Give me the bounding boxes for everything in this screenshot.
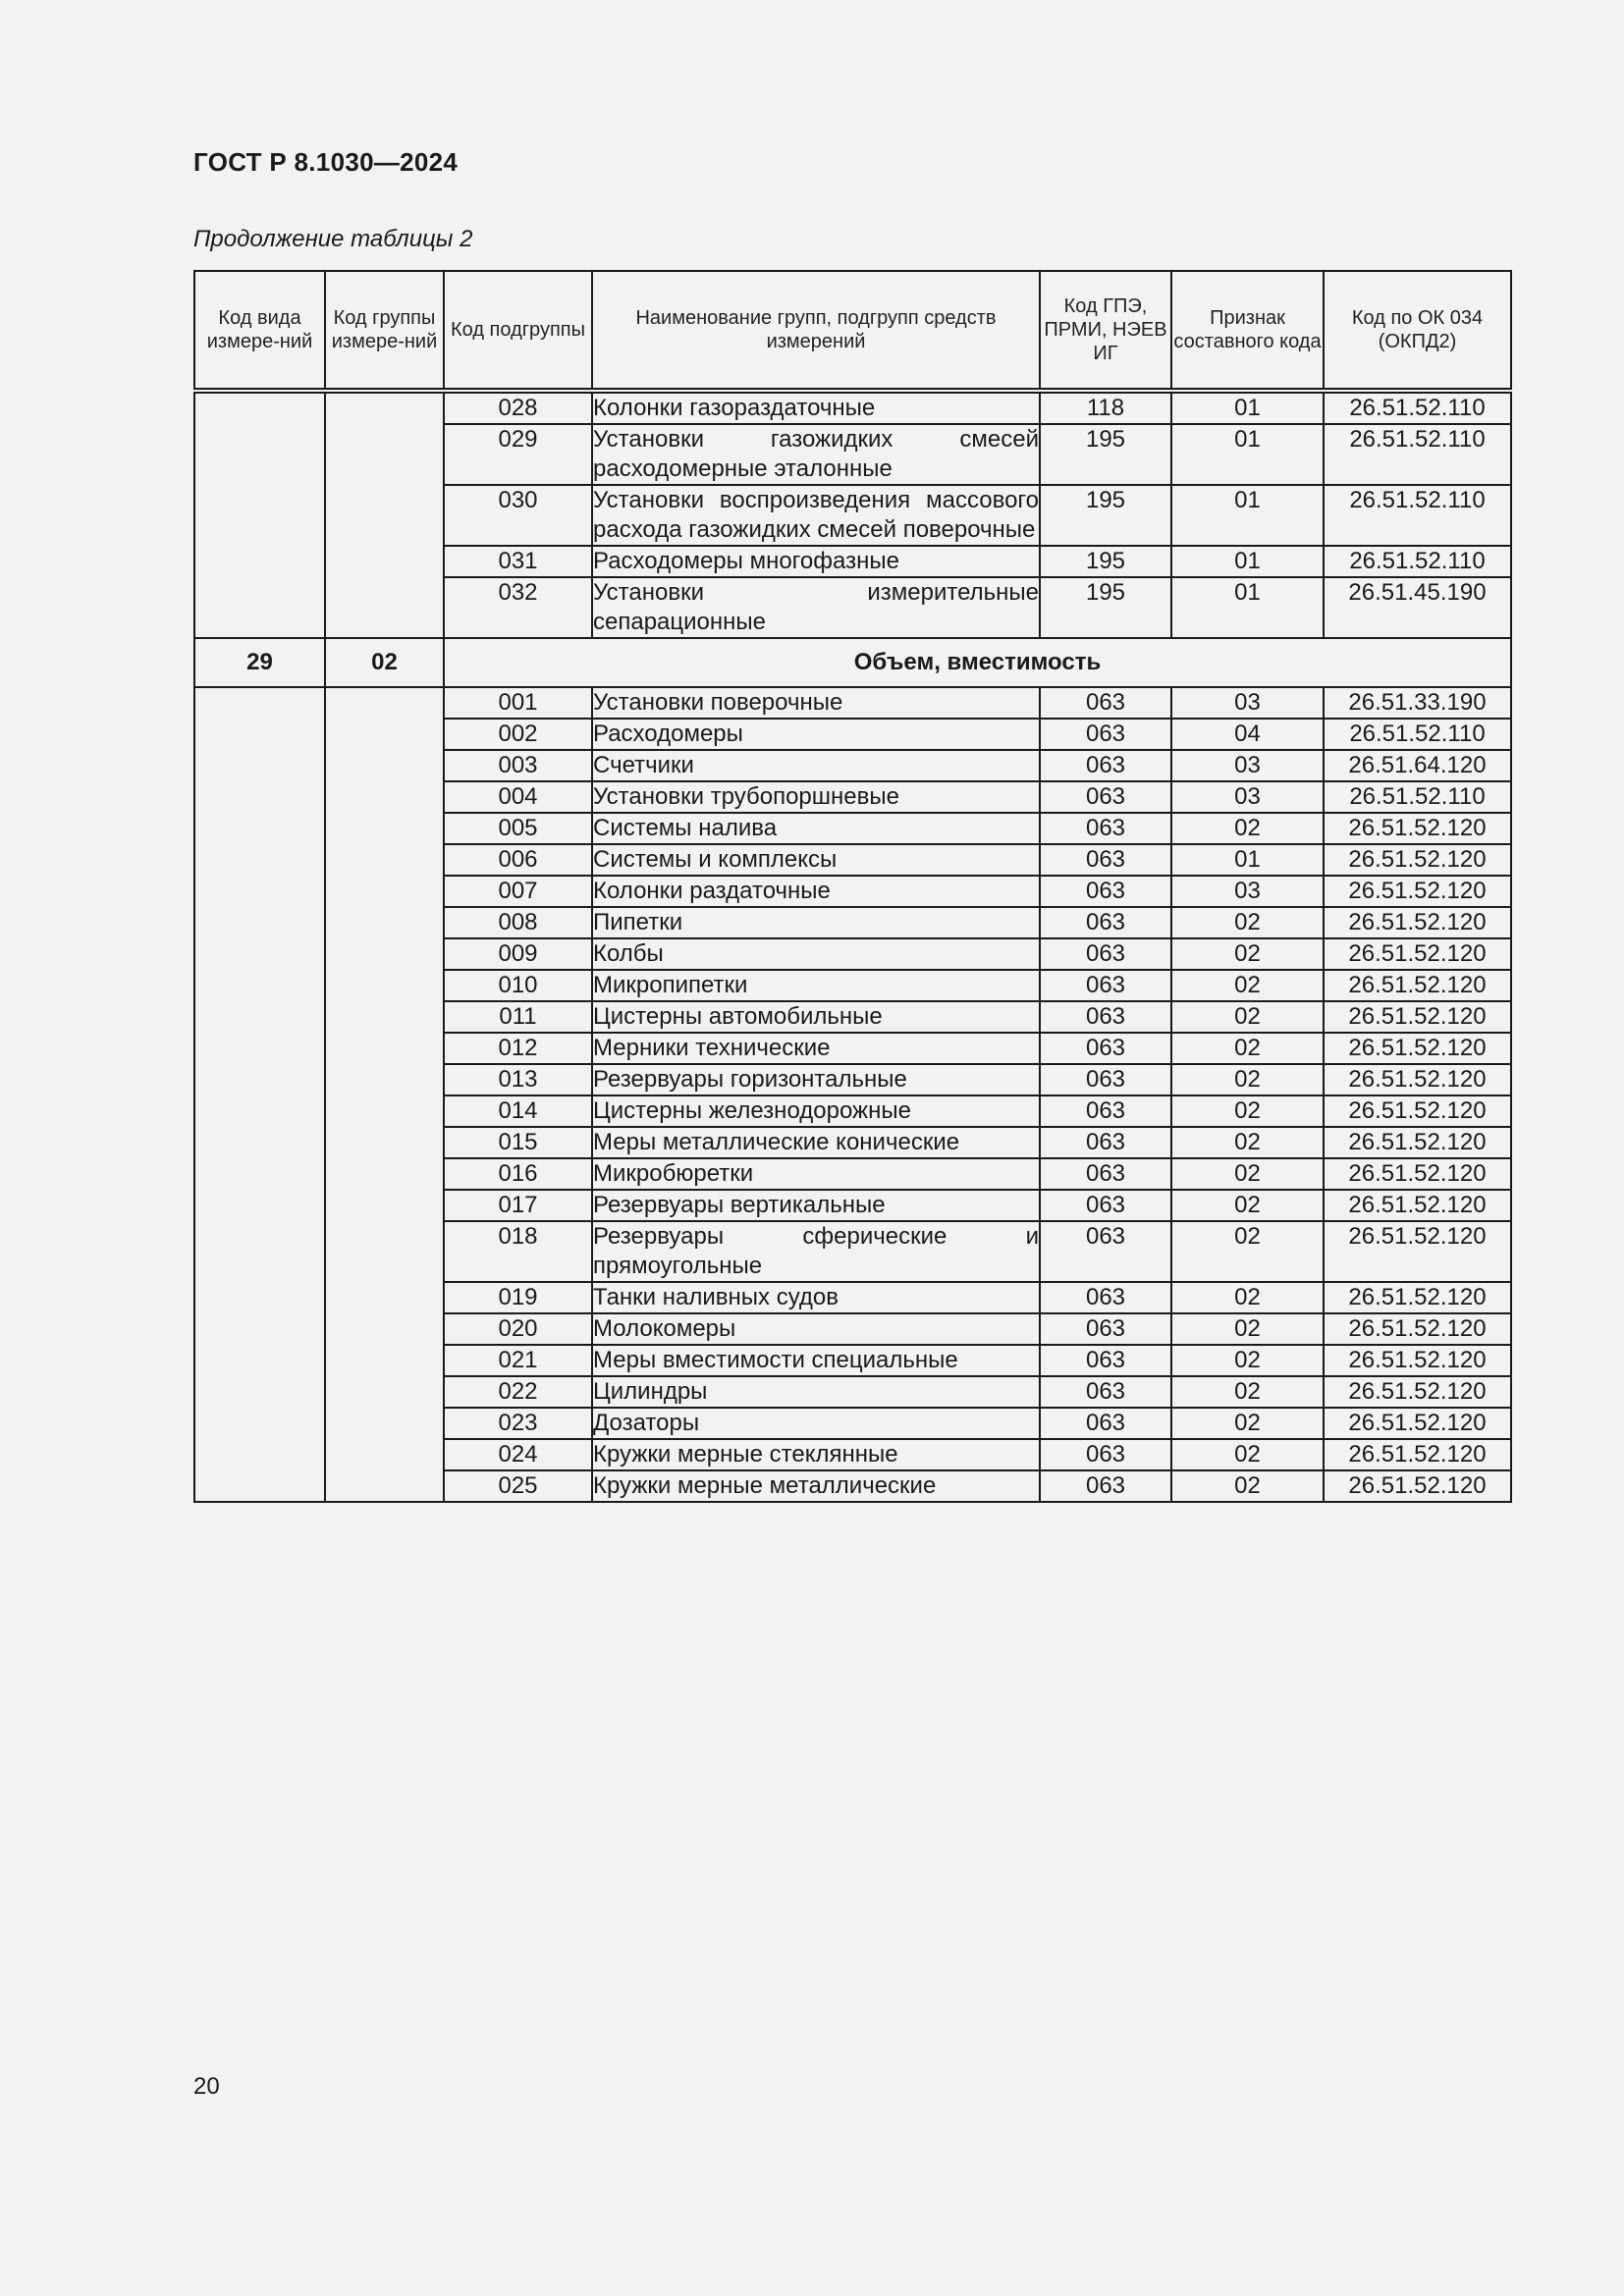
table-header-row (194, 271, 1511, 391)
gpe-code-cell: 063 (1040, 1470, 1171, 1502)
name-cell: Резервуары горизонтальные (592, 1064, 1040, 1095)
name-cell: Колонки раздаточные (592, 876, 1040, 907)
gpe-code-cell: 195 (1040, 577, 1171, 638)
subgroup-code-cell: 009 (444, 938, 592, 970)
section-row (194, 638, 1511, 687)
okpd2-code-cell: 26.51.52.110 (1324, 719, 1511, 750)
name-cell: Кружки мерные стеклянные (592, 1439, 1040, 1470)
composite-sign-cell: 02 (1171, 1158, 1324, 1190)
okpd2-code-cell: 26.51.52.120 (1324, 907, 1511, 938)
composite-sign-cell: 01 (1171, 391, 1324, 424)
okpd2-code-cell: 26.51.52.110 (1324, 546, 1511, 577)
blank-group-cell (325, 687, 444, 1502)
subgroup-code-cell: 003 (444, 750, 592, 781)
subgroup-code-cell: 016 (444, 1158, 592, 1190)
subgroup-code-cell: 001 (444, 687, 592, 719)
page-number: 20 (193, 2073, 220, 2100)
composite-sign-cell: 02 (1171, 1001, 1324, 1033)
okpd2-code-cell: 26.51.64.120 (1324, 750, 1511, 781)
gpe-code-cell: 063 (1040, 844, 1171, 876)
subgroup-code-cell: 006 (444, 844, 592, 876)
name-cell: Пипетки (592, 907, 1040, 938)
gpe-code-cell: 063 (1040, 1408, 1171, 1439)
column-header-group-code: Код группы измере-ний (325, 271, 444, 391)
composite-sign-cell: 02 (1171, 1408, 1324, 1439)
gpe-code-cell: 195 (1040, 546, 1171, 577)
okpd2-code-cell: 26.51.52.120 (1324, 1158, 1511, 1190)
name-cell: Микропипетки (592, 970, 1040, 1001)
okpd2-code-cell: 26.51.52.120 (1324, 1033, 1511, 1064)
composite-sign-cell: 01 (1171, 485, 1324, 546)
subgroup-code-cell: 025 (444, 1470, 592, 1502)
okpd2-code-cell: 26.51.52.120 (1324, 1064, 1511, 1095)
blank-kind-cell (194, 687, 325, 1502)
name-cell: Резервуары вертикальные (592, 1190, 1040, 1221)
gpe-code-cell: 063 (1040, 750, 1171, 781)
gpe-code-cell: 063 (1040, 1313, 1171, 1345)
gpe-code-cell: 063 (1040, 1127, 1171, 1158)
name-cell: Меры металлические конические (592, 1127, 1040, 1158)
composite-sign-cell: 02 (1171, 1376, 1324, 1408)
subgroup-code-cell: 008 (444, 907, 592, 938)
column-header-composite-sign: Признак составного кода (1171, 271, 1324, 391)
composite-sign-cell: 02 (1171, 1345, 1324, 1376)
section-kind-code: 29 (194, 638, 325, 687)
composite-sign-cell: 03 (1171, 876, 1324, 907)
table-block-1 (194, 391, 1511, 638)
name-cell: Меры вместимости специальные (592, 1345, 1040, 1376)
name-cell: Установки газожидких смесей расходомерные эталонные (592, 424, 1040, 485)
okpd2-code-cell: 26.51.52.120 (1324, 1345, 1511, 1376)
column-header-name: Наименование групп, подгрупп средств измерений (592, 271, 1040, 391)
name-cell: Танки наливных судов (592, 1282, 1040, 1313)
composite-sign-cell: 01 (1171, 844, 1324, 876)
gpe-code-cell: 063 (1040, 719, 1171, 750)
okpd2-code-cell: 26.51.52.110 (1324, 781, 1511, 813)
name-cell: Резервуары сферические и прямоугольные (592, 1221, 1040, 1282)
gpe-code-cell: 063 (1040, 1158, 1171, 1190)
subgroup-code-cell: 012 (444, 1033, 592, 1064)
name-cell: Дозаторы (592, 1408, 1040, 1439)
column-header-kind-code: Код вида измере-ний (194, 271, 325, 391)
subgroup-code-cell: 024 (444, 1439, 592, 1470)
composite-sign-cell: 02 (1171, 907, 1324, 938)
subgroup-code-cell: 020 (444, 1313, 592, 1345)
okpd2-code-cell: 26.51.52.120 (1324, 938, 1511, 970)
composite-sign-cell: 02 (1171, 1033, 1324, 1064)
composite-sign-cell: 02 (1171, 970, 1324, 1001)
okpd2-code-cell: 26.51.52.120 (1324, 1127, 1511, 1158)
gpe-code-cell: 063 (1040, 1439, 1171, 1470)
subgroup-code-cell: 013 (444, 1064, 592, 1095)
okpd2-code-cell: 26.51.52.120 (1324, 1001, 1511, 1033)
section-title: Объем, вместимость (444, 638, 1511, 687)
composite-sign-cell: 03 (1171, 750, 1324, 781)
subgroup-code-cell: 017 (444, 1190, 592, 1221)
gpe-code-cell: 195 (1040, 485, 1171, 546)
table-row (194, 391, 1511, 424)
composite-sign-cell: 04 (1171, 719, 1324, 750)
okpd2-code-cell: 26.51.52.120 (1324, 813, 1511, 844)
name-cell: Микробюретки (592, 1158, 1040, 1190)
okpd2-code-cell: 26.51.52.120 (1324, 1190, 1511, 1221)
name-cell: Колбы (592, 938, 1040, 970)
composite-sign-cell: 03 (1171, 781, 1324, 813)
composite-sign-cell: 02 (1171, 1470, 1324, 1502)
subgroup-code-cell: 007 (444, 876, 592, 907)
okpd2-code-cell: 26.51.52.110 (1324, 485, 1511, 546)
name-cell: Колонки газораздаточные (592, 391, 1040, 424)
subgroup-code-cell: 028 (444, 391, 592, 424)
gpe-code-cell: 063 (1040, 1376, 1171, 1408)
composite-sign-cell: 02 (1171, 938, 1324, 970)
name-cell: Цистерны железнодорожные (592, 1095, 1040, 1127)
column-header-subgroup-code: Код подгруппы (444, 271, 592, 391)
okpd2-code-cell: 26.51.52.120 (1324, 876, 1511, 907)
name-cell: Цилиндры (592, 1376, 1040, 1408)
okpd2-code-cell: 26.51.52.120 (1324, 1376, 1511, 1408)
gpe-code-cell: 063 (1040, 938, 1171, 970)
gpe-code-cell: 063 (1040, 876, 1171, 907)
subgroup-code-cell: 030 (444, 485, 592, 546)
composite-sign-cell: 03 (1171, 687, 1324, 719)
document-code: ГОСТ Р 8.1030—2024 (193, 147, 459, 177)
subgroup-code-cell: 032 (444, 577, 592, 638)
gpe-code-cell: 063 (1040, 1064, 1171, 1095)
subgroup-code-cell: 023 (444, 1408, 592, 1439)
composite-sign-cell: 02 (1171, 1190, 1324, 1221)
blank-kind-cell (194, 391, 325, 638)
blank-group-cell (325, 391, 444, 638)
okpd2-code-cell: 26.51.52.120 (1324, 970, 1511, 1001)
subgroup-code-cell: 010 (444, 970, 592, 1001)
okpd2-code-cell: 26.51.52.110 (1324, 424, 1511, 485)
subgroup-code-cell: 014 (444, 1095, 592, 1127)
name-cell: Расходомеры (592, 719, 1040, 750)
name-cell: Установки воспроизведения массового расхода газожидких смесей поверочные (592, 485, 1040, 546)
subgroup-code-cell: 022 (444, 1376, 592, 1408)
gpe-code-cell: 063 (1040, 1190, 1171, 1221)
gpe-code-cell: 118 (1040, 391, 1171, 424)
okpd2-code-cell: 26.51.52.120 (1324, 844, 1511, 876)
composite-sign-cell: 02 (1171, 1064, 1324, 1095)
table-row (194, 687, 1511, 719)
composite-sign-cell: 02 (1171, 1127, 1324, 1158)
column-header-okpd2-code: Код по ОК 034 (ОКПД2) (1324, 271, 1511, 391)
name-cell: Молокомеры (592, 1313, 1040, 1345)
name-cell: Установки поверочные (592, 687, 1040, 719)
composite-sign-cell: 02 (1171, 1313, 1324, 1345)
composite-sign-cell: 02 (1171, 1221, 1324, 1282)
gpe-code-cell: 063 (1040, 1095, 1171, 1127)
name-cell: Системы налива (592, 813, 1040, 844)
subgroup-code-cell: 004 (444, 781, 592, 813)
gpe-code-cell: 063 (1040, 1221, 1171, 1282)
gpe-code-cell: 063 (1040, 813, 1171, 844)
composite-sign-cell: 02 (1171, 1282, 1324, 1313)
subgroup-code-cell: 011 (444, 1001, 592, 1033)
composite-sign-cell: 01 (1171, 546, 1324, 577)
gpe-code-cell: 063 (1040, 970, 1171, 1001)
column-header-gpe-code: Код ГПЭ, ПРМИ, НЭЕВ ИГ (1040, 271, 1171, 391)
okpd2-code-cell: 26.51.52.120 (1324, 1221, 1511, 1282)
subgroup-code-cell: 002 (444, 719, 592, 750)
okpd2-code-cell: 26.51.52.120 (1324, 1313, 1511, 1345)
name-cell: Мерники технические (592, 1033, 1040, 1064)
table-section (194, 638, 1511, 687)
name-cell: Установки трубопоршневые (592, 781, 1040, 813)
subgroup-code-cell: 019 (444, 1282, 592, 1313)
name-cell: Кружки мерные металлические (592, 1470, 1040, 1502)
subgroup-code-cell: 031 (444, 546, 592, 577)
name-cell: Системы и комплексы (592, 844, 1040, 876)
name-cell: Расходомеры многофазные (592, 546, 1040, 577)
okpd2-code-cell: 26.51.52.120 (1324, 1095, 1511, 1127)
gpe-code-cell: 195 (1040, 424, 1171, 485)
okpd2-code-cell: 26.51.52.120 (1324, 1470, 1511, 1502)
okpd2-code-cell: 26.51.33.190 (1324, 687, 1511, 719)
table-block-2 (194, 687, 1511, 1502)
gpe-code-cell: 063 (1040, 1282, 1171, 1313)
subgroup-code-cell: 021 (444, 1345, 592, 1376)
gpe-code-cell: 063 (1040, 1033, 1171, 1064)
gpe-code-cell: 063 (1040, 1001, 1171, 1033)
measurement-groups-table (193, 270, 1512, 1503)
name-cell: Установки измерительные сепарационные (592, 577, 1040, 638)
okpd2-code-cell: 26.51.45.190 (1324, 577, 1511, 638)
subgroup-code-cell: 029 (444, 424, 592, 485)
gpe-code-cell: 063 (1040, 687, 1171, 719)
okpd2-code-cell: 26.51.52.120 (1324, 1408, 1511, 1439)
subgroup-code-cell: 005 (444, 813, 592, 844)
gpe-code-cell: 063 (1040, 1345, 1171, 1376)
composite-sign-cell: 01 (1171, 577, 1324, 638)
table-caption: Продолжение таблицы 2 (193, 226, 473, 252)
composite-sign-cell: 02 (1171, 1095, 1324, 1127)
section-group-code: 02 (325, 638, 444, 687)
composite-sign-cell: 01 (1171, 424, 1324, 485)
okpd2-code-cell: 26.51.52.110 (1324, 391, 1511, 424)
gpe-code-cell: 063 (1040, 781, 1171, 813)
composite-sign-cell: 02 (1171, 813, 1324, 844)
okpd2-code-cell: 26.51.52.120 (1324, 1439, 1511, 1470)
name-cell: Счетчики (592, 750, 1040, 781)
subgroup-code-cell: 018 (444, 1221, 592, 1282)
okpd2-code-cell: 26.51.52.120 (1324, 1282, 1511, 1313)
composite-sign-cell: 02 (1171, 1439, 1324, 1470)
subgroup-code-cell: 015 (444, 1127, 592, 1158)
gpe-code-cell: 063 (1040, 907, 1171, 938)
name-cell: Цистерны автомобильные (592, 1001, 1040, 1033)
